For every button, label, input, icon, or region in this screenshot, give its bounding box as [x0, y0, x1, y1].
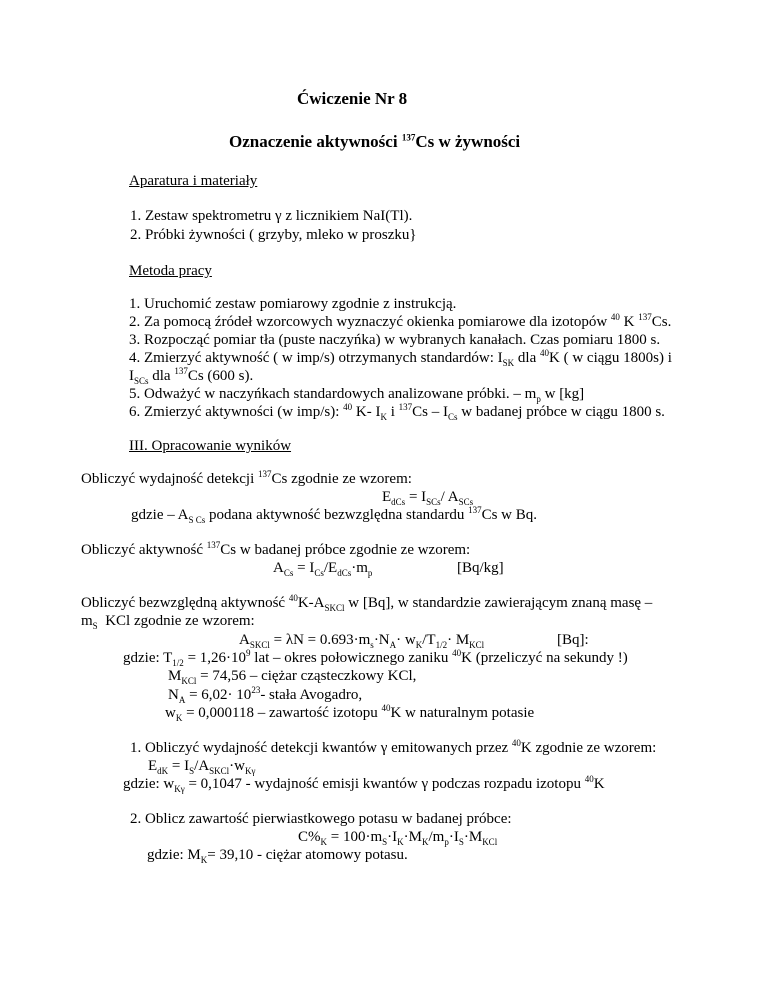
activity-cs-unit: [Bq/kg] [457, 560, 504, 576]
page-subtitle: Oznaczenie aktywności $^{137}$Cs w żywności [229, 132, 521, 151]
apparatus-heading: Aparatura i materiały [129, 173, 258, 189]
activity-k-intro: Obliczyć bezwzględną aktywność $^{40}K-A_{SKCl}$ w [Bq], w standardzie zawierającym znaną masę – [81, 593, 653, 613]
isotope-content-line: $w_K = 0,000118$ – zawartość izotopu $^{40}$K w naturalnym potasie [165, 703, 535, 723]
avogadro-line: $N_A = 6,02\cdot 10^{23}-$ stała Avogadro, [168, 685, 363, 705]
step-1-line: 1. Obliczyć wydajność detekcji kwantów γ emitowanych przez $^{40}$K zgodnie ze wzorem: [130, 738, 657, 756]
halflife-line: gdzie: $T_{1/2} = 1,26\cdot 10^9$ lat – okres połowicznego zaniku $^{40}$K (przeliczyć na sekundy !) [123, 648, 628, 668]
step-1-formula: $E_{dK} = I_S/A_{SKCl}\cdot w_{K\gamma}$ [148, 758, 256, 776]
efficiency-cs-intro: Obliczyć wydajność detekcji $^{137}$Cs zgodnie ze wzorem: [81, 469, 412, 487]
method-item-4b: $I_{SCs}$ dla $^{137}$Cs (600 s). [129, 366, 254, 386]
step-2-where: gdzie: $M_K= 39,10$ - ciężar atomowy potasu. [147, 847, 408, 865]
method-item-6: 6. Zmierzyć aktywności (w imp/s): $^{40}$ K- $I_K$ i $^{137}Cs - I_{Cs}$ w badanej próbce w ciągu 1800 s. [129, 402, 665, 422]
molar-mass-kcl-line: $M_{KCl} = 74,56$ – ciężar cząsteczkowy KCl, [168, 668, 417, 686]
method-item-4: 4. Zmierzyć aktywność ( w imp/s) otrzymanych standardów: $I_{SK}$ dla $^{40}$K ( w ciągu 1800s) i [129, 348, 672, 368]
method-item-2: 2. Za pomocą źródeł wzorcowych wyznaczyć okienka pomiarowe dla izotopów $^{40}$ K $^{137}$Cs. [129, 312, 672, 330]
efficiency-cs-formula: $E_{dCs} = I_{SCs}/$ $A_{SCs}$ [382, 489, 474, 507]
page-title: Ćwiczenie Nr 8 [297, 89, 408, 108]
method-item-5: 5. Odważyć w naczyńkach standardowych analizowane próbki. – $m_p$ w [kg] [129, 386, 585, 404]
activity-cs-intro: Obliczyć aktywność $^{137}$Cs w badanej próbce zgodnie ze wzorem: [81, 540, 471, 558]
activity-cs-formula: $A_{Cs} = I_{Cs}/E_{dCs}\cdot m_p$ [273, 560, 373, 578]
efficiency-cs-where: gdzie – $A_{S Cs}$ podana aktywność bezwzględna standardu $^{137}$Cs w Bq. [131, 505, 538, 525]
step-1-where: gdzie: $w_{K\gamma} = 0,1047$ - wydajność emisji kwantów γ podczas rozpadu izotopu $^{40}$K [123, 774, 605, 794]
activity-k-intro-2: $m_S$ KCl zgodnie ze wzorem: [81, 613, 255, 631]
method-item-3: 3. Rozpocząć pomiar tła (puste naczyńka) w wybranych kanałach. Czas pomiaru 1800 s. [129, 332, 661, 348]
results-heading: III. Opracowanie wyników [129, 438, 292, 454]
method-item-1: 1. Uruchomić zestaw pomiarowy zgodnie z instrukcją. [129, 296, 457, 312]
apparatus-item-2: 2. Próbki żywności ( grzyby, mleko w proszku} [130, 227, 417, 243]
activity-k-unit: [Bq]: [557, 632, 589, 648]
step-2-line: 2. Oblicz zawartość pierwiastkowego potasu w badanej próbce: [130, 811, 512, 827]
apparatus-item-1: 1. Zestaw spektrometru γ z licznikiem NaI(Tl). [130, 208, 413, 224]
step-2-formula: $C\%_K = 100\cdot m_S\cdot I_K\cdot M_K/m_p\cdot I_S\cdot M_{KCl}$ [298, 829, 498, 847]
method-heading: Metoda pracy [129, 263, 212, 279]
activity-k-formula: $A_{SKCl} = \lambda N = 0.693\cdot m_s\cdot N_A\cdot w_K/T_{1/2}\cdot M_{KCl}$ [239, 632, 485, 650]
